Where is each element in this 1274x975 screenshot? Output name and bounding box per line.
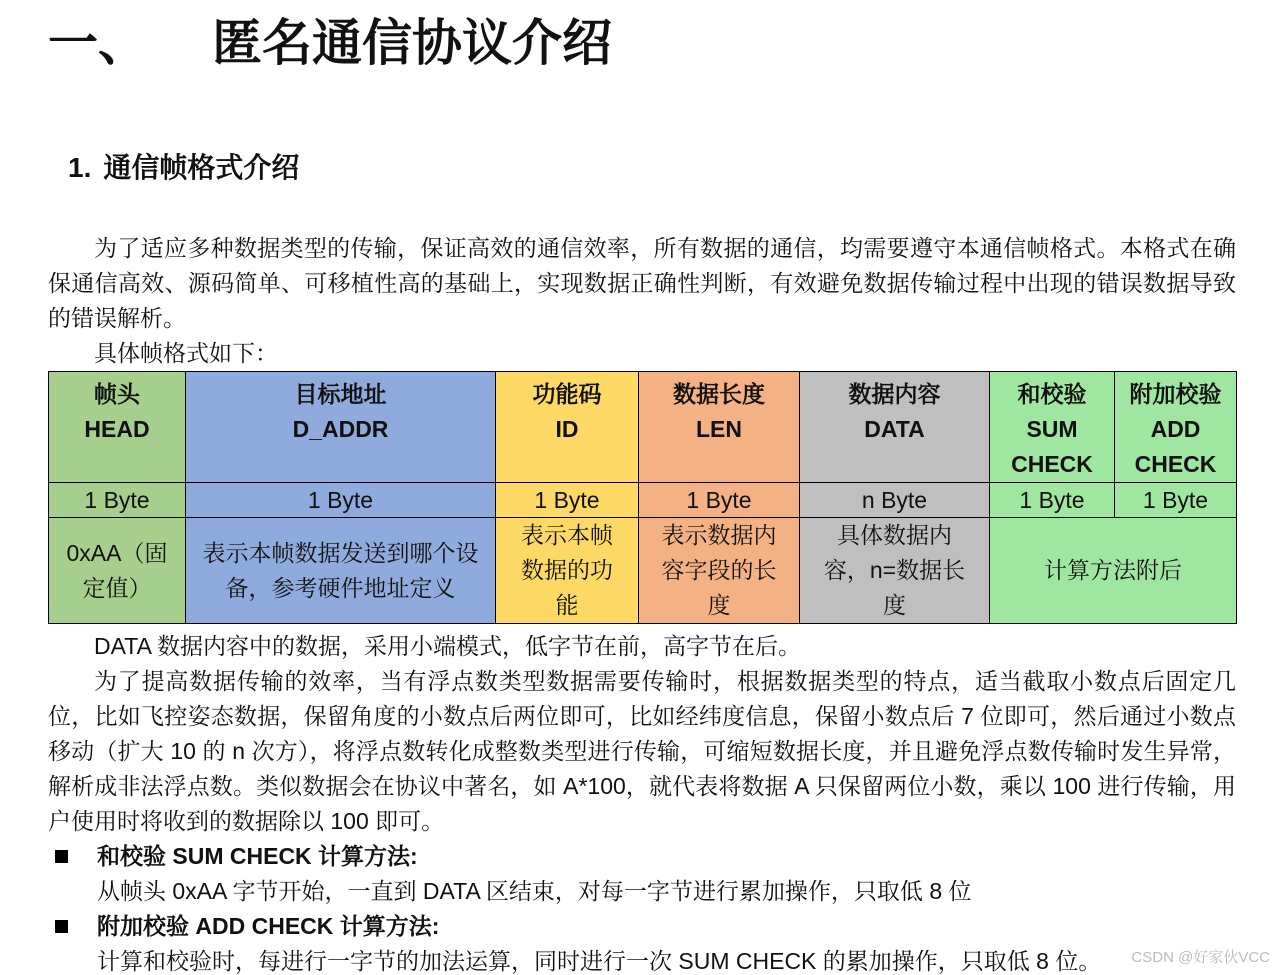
bullet-item-sumcheck [48, 839, 1236, 874]
col-header-head-en: HEAD [84, 416, 150, 442]
section-number: 一、 [48, 15, 148, 71]
addcheck-method-title: 附加校验 ADD CHECK 计算方法: [97, 913, 440, 939]
bytes-cell-len: 1 Byte [639, 483, 800, 518]
table-bytes-row [49, 483, 1237, 518]
col-header-head [49, 372, 186, 483]
frame-format-lead: 具体帧格式如下： [94, 340, 278, 366]
subsection-heading [68, 150, 1236, 186]
desc-cell-len: 表示数据内容字段的长度 [639, 518, 800, 624]
bullet-item-addcheck [48, 909, 1236, 944]
col-header-daddr [186, 372, 496, 483]
bytes-cell-head: 1 Byte [49, 483, 186, 518]
col-header-addcheck-cn: 附加校验 [1129, 381, 1222, 407]
desc-cell-daddr: 表示本帧数据发送到哪个设备，参考硬件地址定义 [186, 518, 496, 624]
col-header-daddr-cn: 目标地址 [294, 381, 387, 407]
float-transfer-paragraph: 为了提高数据传输的效率，当有浮点数类型数据需要传输时，根据数据类型的特点，适当截取小数点后固定几位，比如飞控姿态数据，保留角度的小数点后两位即可，比如经纬度信息，保留小数点后 7 位即可，然后通过小数点移动（扩大 10 的 n 次方），将浮点数转化成整数类型进行传输，可缩短数据长度，并且避免浮点数传输时发生异常，解析成非法浮点数。类似数据会在协议中著名，如 A*100，就代表将数据 A 只保留两位小数，乘以 100 进行传输，用户使用时将收到的数据除以 100 即可。 [48, 668, 1236, 834]
bytes-cell-addcheck: 1 Byte [1115, 483, 1237, 518]
col-header-addcheck [1115, 372, 1237, 483]
col-header-data-cn: 数据内容 [848, 381, 941, 407]
section-title: 匿名通信协议介绍 [212, 15, 612, 71]
col-header-sumcheck-en: SUM CHECK [1011, 416, 1093, 477]
sumcheck-method-body: 从帧头 0xAA 字节开始，一直到 DATA 区结束，对每一字节进行累加操作，只取低 8 位 [97, 878, 972, 904]
watermark: CSDN @好家伙VCC [1131, 949, 1270, 966]
desc-cell-head: 0xAA（固定值） [49, 518, 186, 624]
sumcheck-method-title: 和校验 SUM CHECK 计算方法: [97, 843, 418, 869]
col-header-id-cn: 功能码 [532, 381, 602, 407]
col-header-data-en: DATA [864, 416, 925, 442]
bytes-cell-id: 1 Byte [496, 483, 639, 518]
col-header-addcheck-en: ADD CHECK [1134, 416, 1217, 477]
table-header-row [49, 372, 1237, 483]
col-header-sumcheck [990, 372, 1115, 483]
bullet-square-icon [55, 850, 68, 863]
col-header-sumcheck-cn: 和校验 [1017, 381, 1087, 407]
addcheck-method-body: 计算和校验时，每进行一字节的加法运算，同时进行一次 SUM CHECK 的累加操作，只取低 8 位。 [97, 948, 1102, 974]
endian-note-paragraph: DATA 数据内容中的数据，采用小端模式，低字节在前，高字节在后。 [94, 633, 802, 659]
bytes-cell-sumcheck: 1 Byte [990, 483, 1115, 518]
section-heading [48, 0, 1236, 76]
desc-cell-id: 表示本帧数据的功能 [496, 518, 639, 624]
col-header-len-en: LEN [696, 416, 742, 442]
frame-format-table [48, 371, 1237, 624]
desc-cell-data: 具体数据内容，n=数据长度 [800, 518, 990, 624]
subsection-number: 1. [68, 152, 92, 183]
desc-cell-checks-merged: 计算方法附后 [990, 518, 1237, 624]
intro-paragraph: 为了适应多种数据类型的传输，保证高效的通信效率，所有数据的通信，均需要遵守本通信帧格式。本格式在确保通信高效、源码简单、可移植性高的基础上，实现数据正确性判断，有效避免数据传输过程中出现的错误数据导致的错误解析。 [48, 235, 1236, 331]
col-header-id [496, 372, 639, 483]
bytes-cell-daddr: 1 Byte [186, 483, 496, 518]
col-header-len [639, 372, 800, 483]
col-header-id-en: ID [555, 416, 579, 442]
bullet-square-icon [55, 920, 68, 933]
table-desc-row [49, 518, 1237, 624]
col-header-len-cn: 数据长度 [673, 381, 765, 407]
bytes-cell-data: n Byte [800, 483, 990, 518]
col-header-head-cn: 帧头 [94, 381, 140, 407]
col-header-daddr-en: D_ADDR [292, 416, 389, 442]
col-header-data [800, 372, 990, 483]
subsection-title: 通信帧格式介绍 [103, 152, 300, 183]
